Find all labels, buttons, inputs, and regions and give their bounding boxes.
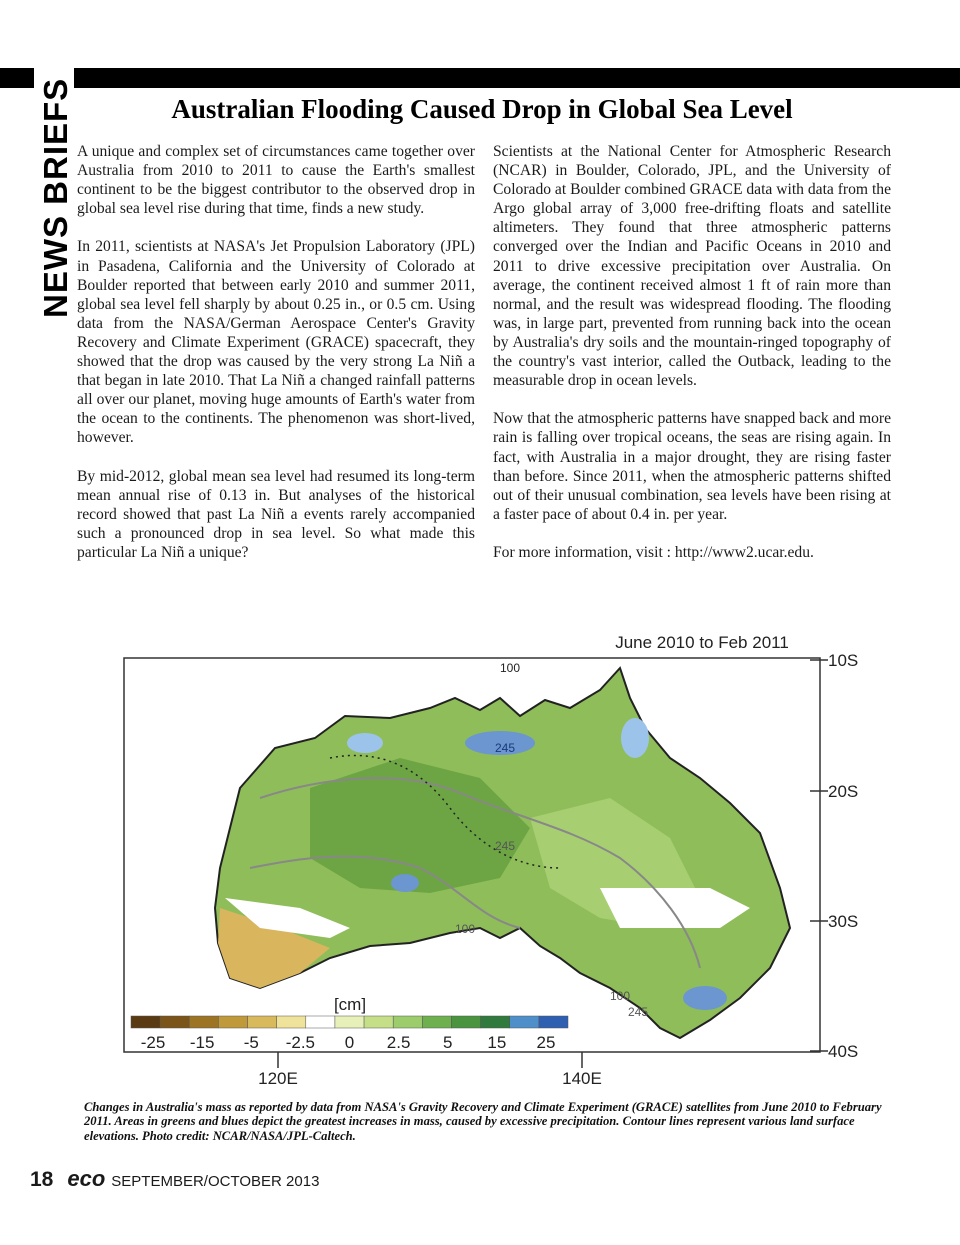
colorbar-swatch [189,1016,218,1028]
colorbar-ticks [141,1033,556,1052]
grace-mass-change-map [100,628,880,1088]
colorbar-swatch [364,1016,393,1028]
map-svg [100,628,880,1088]
colorbar-swatch [218,1016,247,1028]
colorbar-swatch [277,1016,306,1028]
lat-label-10s: 10S [828,651,859,670]
contour-label: 100 [454,922,476,936]
contour-label: 100 [609,989,631,1003]
colorbar-swatch [248,1016,277,1028]
cape-blue-patch [621,718,649,758]
central-blue-patch [391,874,419,892]
colorbar-tick-label: 0 [344,1033,355,1052]
colorbar-swatch [335,1016,364,1028]
lon-label-140e: 140E [562,1069,602,1088]
figure-caption: Changes in Australia's mass as reported by data from NASA's Gravity Recovery and Climate Experiment (GRACE) satellites from June 2010 to February 2011. Areas in greens and blues depict the greatest increases in mass, caused by excessive precipitation. Contour lines represent various land surface elevations. Photo credit: NCAR/NASA/JPL-Caltech. [84,1100,882,1143]
colorbar-swatch [306,1016,335,1028]
northwest-blue-patch [347,733,383,753]
paragraph: For more information, visit : http://www2.ucar.edu. [493,543,814,561]
page-footer [30,1166,319,1196]
lat-label-30s: 30S [828,912,859,931]
issue-date: SEPTEMBER/OCTOBER 2013 [111,1173,320,1190]
lon-label-120e: 120E [258,1069,298,1088]
colorbar-swatch [510,1016,539,1028]
colorbar-swatch [451,1016,480,1028]
paragraph: A unique and complex set of circumstances came together over Australia from 2010 to 2011 to cause the Earth's smallest continent to be the biggest contributor to the observed drop in global sea level rise during that time, finds a new study. [77,143,475,218]
colorbar [131,1016,568,1028]
colorbar-swatch [422,1016,451,1028]
map-title: June 2010 to Feb 2011 [615,633,789,652]
contour-label: 100 [499,661,521,675]
right-column [493,142,891,581]
colorbar-tick-label: -25 [140,1033,166,1052]
colorbar-swatch [539,1016,568,1028]
colorbar-tick-label: 15 [487,1033,507,1052]
lat-label-40s: 40S [828,1042,859,1061]
paragraph: Scientists at the National Center for Atmospheric Research (NCAR) in Boulder, Colorado, JPL, and the University of Colorado at Boulder combined GRACE data with data from the Argo global array of 3,000 free-drifting floats and satellite altimeters. They found that three atmospheric patterns converged over the Indian and Pacific Oceans in 2010 and 2011 to drive excessive precipitation over Australia. On average, the continent received almost 1 ft of rain more than normal, and the result was widespread flooding. The flooding was, in large part, prevented from running back into the ocean by Australia's dry soils and the mountain-ringed topography of the country's vast interior, called the Outback, leading to the measurable drop in ocean levels. [493,143,891,390]
colorbar-swatch [160,1016,189,1028]
top-rule [0,68,960,88]
colorbar-tick-label: 25 [536,1033,556,1052]
colorbar-tick-label: -2.5 [285,1033,316,1052]
section-label: NEWS BRIEFS [37,77,74,318]
colorbar-swatch [393,1016,422,1028]
page-number: 18 [30,1168,54,1191]
colorbar-unit: [cm] [333,995,367,1014]
contour-label: 245 [627,1005,649,1019]
colorbar-tick-label: 5 [443,1033,453,1052]
left-column [77,142,475,581]
paragraph: By mid-2012, global mean sea level had resumed its long-term mean annual rise of 0.13 in. But analyses of the historical record showed that past La Niñ a events rarely accompanied such a pronounced drop in sea level. So what made this particular La Niñ a unique? [77,467,475,561]
longitude-axis [258,1052,602,1088]
contour-label: 245 [494,741,516,755]
colorbar-tick-label: -15 [189,1033,215,1052]
colorbar-swatch [481,1016,510,1028]
headline: Australian Flooding Caused Drop in Global Sea Level [171,94,793,124]
southeast-blue-patch [683,986,727,1010]
colorbar-tick-label: 2.5 [386,1033,411,1052]
paragraph: Now that the atmospheric patterns have snapped back and more rain is falling over tropical oceans, the seas are rising again. In fact, with Australia in a major drought, they are rising faster than before. Since 2011, when the atmospheric patterns shifted out of their unusual combination, sea levels have been rising at a faster pace of about 0.4 in. per year. [493,410,891,523]
paragraph: In 2011, scientists at NASA's Jet Propulsion Laboratory (JPL) in Pasadena, California and the University of Colorado at Boulder reported that between early 2010 and summer 2011, global sea level fell sharply by about 0.25 in., or 0.5 cm. Using data from the NASA/German Aerospace Center's Gravity Recovery and Climate Experiment (GRACE) spacecraft, they showed that the drop was caused by the very strong La Niñ a that began in late 2010. That La Niñ a changed rainfall patterns all over our planet, moving huge amounts of Earth's water from the ocean to the continents. The phenomenon was short-lived, however. [77,238,475,447]
colorbar-tick-label: -5 [243,1033,259,1052]
lat-label-20s: 20S [828,782,859,801]
contour-label: 245 [494,839,516,853]
magazine-name: eco [67,1166,106,1191]
colorbar-swatch [131,1016,160,1028]
